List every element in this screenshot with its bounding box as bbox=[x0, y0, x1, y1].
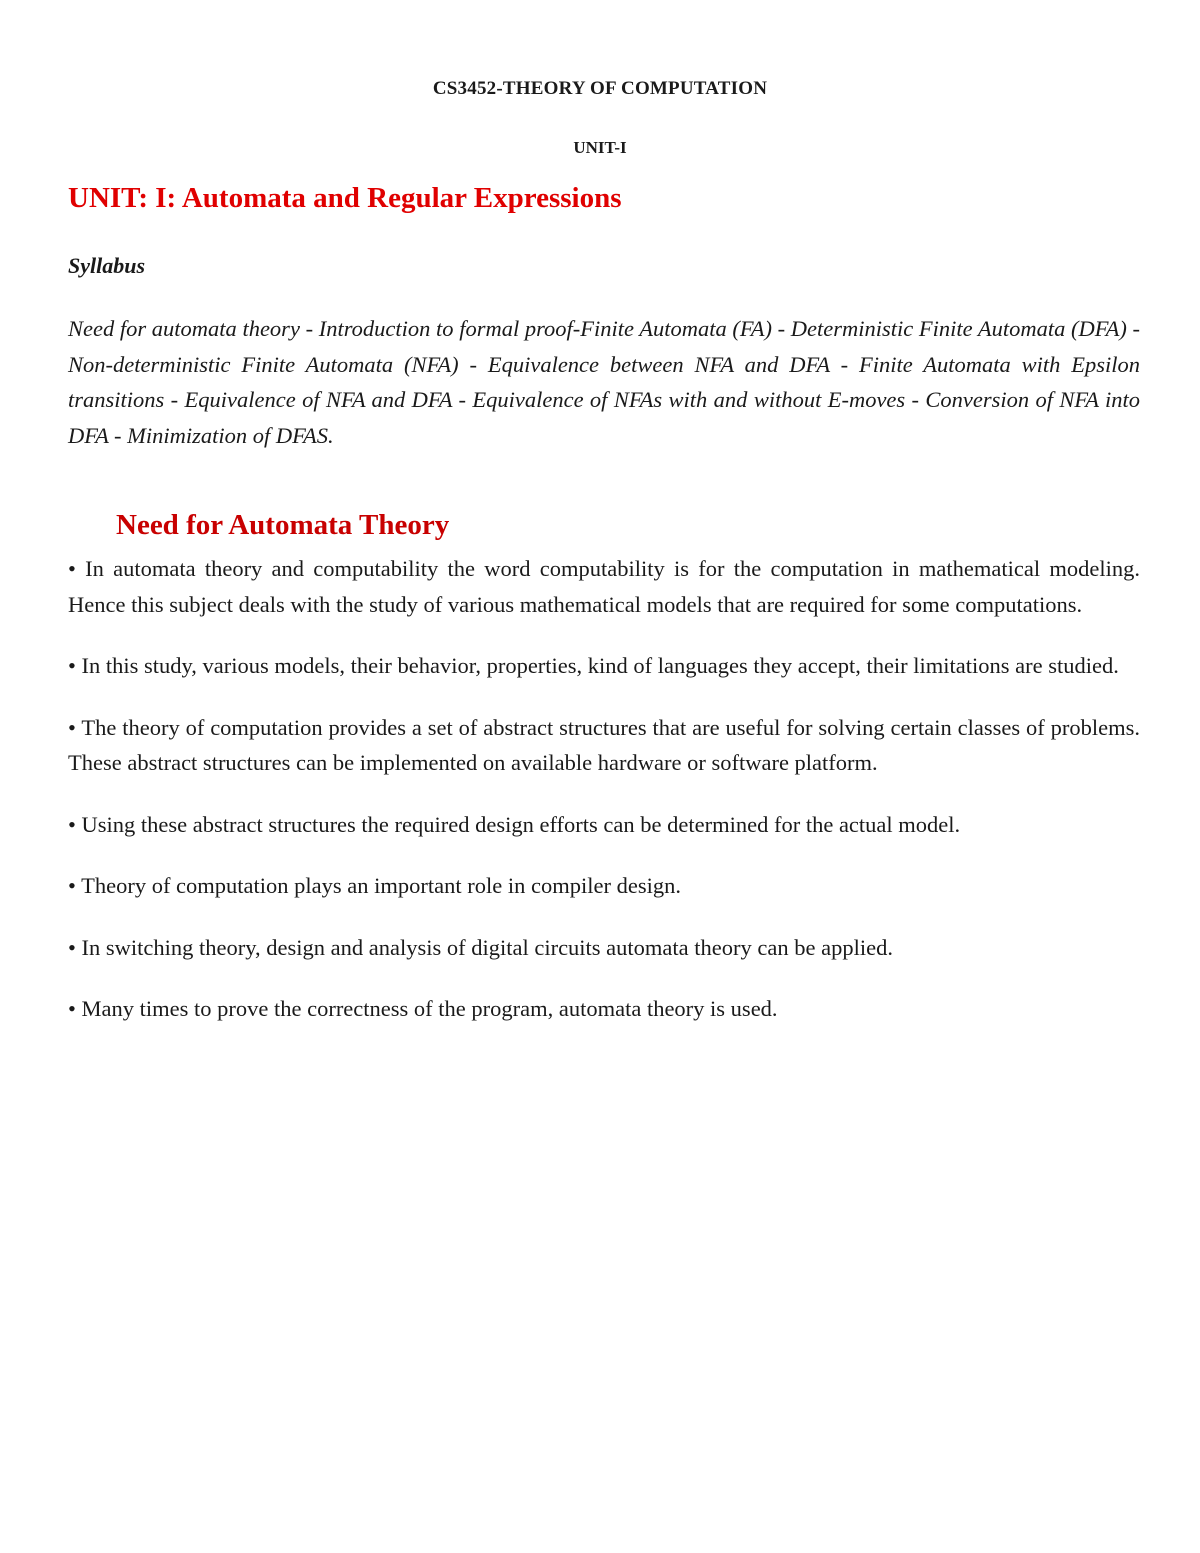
list-item: • In switching theory, design and analysis of digital circuits automata theory can be applied. bbox=[68, 934, 893, 960]
unit-heading: UNIT: I: Automata and Regular Expressions bbox=[68, 182, 622, 214]
syllabus-label: Syllabus bbox=[68, 253, 146, 278]
list-item: • In automata theory and computability the word computability is for the computation in mathematical modeling. Hence this subject deals with the study of various mathematical models that are required for some computations. bbox=[68, 556, 1140, 617]
syllabus-text: Need for automata theory - Introduction to formal proof-Finite Automata (FA) - Deterministic Finite Automata (DFA) - Non-deterministic Finite Automata (NFA) - Equivalence between NFA and DFA - Finite Automata with Epsilon transitions - Equivalence of NFA and DFA - Equivalence of NFAs with and without E-moves - Conversion of NFA into DFA - Minimization of DFAS. bbox=[68, 316, 1140, 448]
list-item: • Theory of computation plays an important role in compiler design. bbox=[68, 873, 681, 898]
bullet-list bbox=[68, 551, 1140, 1053]
list-item: • Many times to prove the correctness of the program, automata theory is used. bbox=[68, 996, 778, 1021]
section-heading: Need for Automata Theory bbox=[116, 509, 450, 541]
list-item: • The theory of computation provides a set of abstract structures that are useful for solving certain classes of problems. These abstract structures can be implemented on available hardware or software platform. bbox=[68, 714, 1140, 775]
list-item: • Using these abstract structures the required design efforts can be determined for the actual model. bbox=[68, 811, 961, 837]
unit-label: UNIT-I bbox=[573, 138, 627, 157]
list-item: • In this study, various models, their behavior, properties, kind of languages they accept, their limitations are studied. bbox=[68, 653, 1119, 678]
course-title: CS3452-THEORY OF COMPUTATION bbox=[432, 78, 768, 99]
